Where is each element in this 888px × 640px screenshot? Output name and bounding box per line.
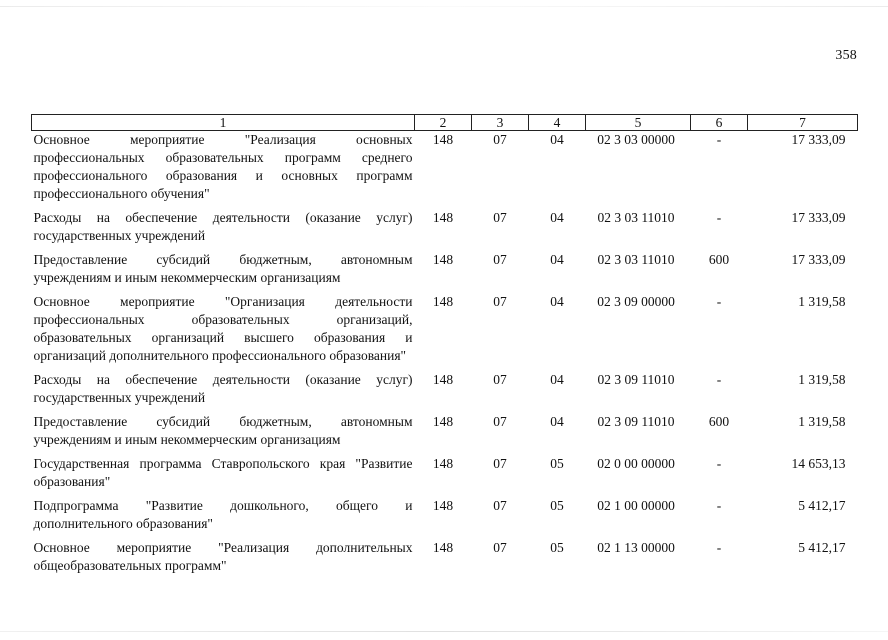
row-expense-type: - bbox=[716, 456, 722, 471]
row-amount: 1 319,58 bbox=[798, 414, 846, 429]
row-ministry-code: 148 bbox=[432, 456, 454, 471]
row-subsection-code: 05 bbox=[550, 456, 564, 471]
row-amount: 17 333,09 bbox=[791, 252, 846, 267]
row-target-article: 02 1 00 00000 bbox=[597, 498, 675, 513]
scan-edge-top bbox=[0, 6, 888, 7]
row-description: Основное мероприятие "Реализация основных профессиональных образовательных программ среднего профессионального образования и основных программ профессионального обучения" bbox=[33, 132, 413, 201]
row-description: Расходы на обеспечение деятельности (оказание услуг) государственных учреждений bbox=[33, 372, 413, 405]
scan-edge-bottom bbox=[0, 631, 888, 632]
row-ministry-code: 148 bbox=[432, 252, 454, 267]
row-target-article: 02 3 03 00000 bbox=[597, 132, 675, 147]
row-amount: 1 319,58 bbox=[798, 294, 846, 309]
row-expense-type: - bbox=[716, 372, 722, 387]
row-target-article: 02 0 00 00000 bbox=[597, 456, 675, 471]
row-ministry-code: 148 bbox=[432, 414, 454, 429]
row-target-article: 02 3 03 11010 bbox=[597, 210, 675, 225]
row-section-code: 07 bbox=[493, 540, 507, 555]
row-subsection-code: 04 bbox=[550, 252, 564, 267]
row-ministry-code: 148 bbox=[432, 294, 454, 309]
row-description: Основное мероприятие "Реализация дополнительных общеобразовательных программ" bbox=[33, 540, 413, 573]
row-target-article: 02 3 03 11010 bbox=[597, 252, 675, 267]
row-amount: 17 333,09 bbox=[791, 210, 846, 225]
table-row bbox=[32, 371, 858, 413]
table-row bbox=[32, 497, 858, 539]
row-subsection-code: 04 bbox=[550, 210, 564, 225]
row-amount: 5 412,17 bbox=[798, 540, 846, 555]
budget-table bbox=[31, 114, 858, 581]
row-ministry-code: 148 bbox=[432, 372, 454, 387]
row-subsection-code: 05 bbox=[550, 498, 564, 513]
row-ministry-code: 148 bbox=[432, 210, 454, 225]
row-subsection-code: 04 bbox=[550, 132, 564, 147]
row-section-code: 07 bbox=[493, 414, 507, 429]
row-description: Расходы на обеспечение деятельности (оказание услуг) государственных учреждений bbox=[33, 210, 413, 243]
row-expense-type: - bbox=[716, 498, 722, 513]
row-expense-type: - bbox=[716, 540, 722, 555]
row-amount: 14 653,13 bbox=[791, 456, 846, 471]
row-subsection-code: 04 bbox=[550, 372, 564, 387]
row-target-article: 02 1 13 00000 bbox=[597, 540, 675, 555]
row-expense-type: 600 bbox=[708, 252, 730, 267]
row-expense-type: - bbox=[716, 294, 722, 309]
row-expense-type: - bbox=[716, 132, 722, 147]
column-header-3: 3 bbox=[472, 115, 529, 131]
row-amount: 17 333,09 bbox=[791, 132, 846, 147]
row-section-code: 07 bbox=[493, 132, 507, 147]
table-row bbox=[32, 209, 858, 251]
row-amount: 5 412,17 bbox=[798, 498, 846, 513]
table-header-row bbox=[32, 115, 858, 131]
table-row bbox=[32, 131, 858, 210]
row-target-article: 02 3 09 00000 bbox=[597, 294, 675, 309]
column-header-6: 6 bbox=[691, 115, 748, 131]
row-description: Предоставление субсидий бюджетным, автономным учреждениям и иным некоммерческим организациям bbox=[33, 414, 413, 447]
table-row bbox=[32, 413, 858, 455]
row-description: Основное мероприятие "Организация деятельности профессиональных образовательных организаций, образовательных организаций высшего образования и организаций дополнительного профессионального образования" bbox=[33, 294, 413, 363]
row-section-code: 07 bbox=[493, 372, 507, 387]
row-section-code: 07 bbox=[493, 456, 507, 471]
column-header-5: 5 bbox=[586, 115, 691, 131]
row-section-code: 07 bbox=[493, 252, 507, 267]
row-target-article: 02 3 09 11010 bbox=[597, 414, 675, 429]
row-subsection-code: 04 bbox=[550, 414, 564, 429]
row-ministry-code: 148 bbox=[432, 132, 454, 147]
column-header-4: 4 bbox=[529, 115, 586, 131]
row-section-code: 07 bbox=[493, 498, 507, 513]
column-header-2: 2 bbox=[415, 115, 472, 131]
table-row bbox=[32, 539, 858, 581]
row-description: Предоставление субсидий бюджетным, автономным учреждениям и иным некоммерческим организациям bbox=[33, 252, 413, 285]
row-subsection-code: 05 bbox=[550, 540, 564, 555]
row-ministry-code: 148 bbox=[432, 498, 454, 513]
row-ministry-code: 148 bbox=[432, 540, 454, 555]
row-expense-type: 600 bbox=[708, 414, 730, 429]
page-number: 358 bbox=[835, 48, 857, 63]
row-amount: 1 319,58 bbox=[798, 372, 846, 387]
table-body bbox=[32, 131, 858, 582]
column-header-1: 1 bbox=[32, 115, 415, 131]
table-row bbox=[32, 455, 858, 497]
table-row bbox=[32, 251, 858, 293]
table-row bbox=[32, 293, 858, 371]
row-section-code: 07 bbox=[493, 294, 507, 309]
row-section-code: 07 bbox=[493, 210, 507, 225]
row-description: Государственная программа Ставропольского края "Развитие образования" bbox=[33, 456, 413, 489]
row-subsection-code: 04 bbox=[550, 294, 564, 309]
row-description: Подпрограмма "Развитие дошкольного, общего и дополнительного образования" bbox=[33, 498, 413, 531]
row-expense-type: - bbox=[716, 210, 722, 225]
column-header-7: 7 bbox=[748, 115, 858, 131]
row-target-article: 02 3 09 11010 bbox=[597, 372, 675, 387]
